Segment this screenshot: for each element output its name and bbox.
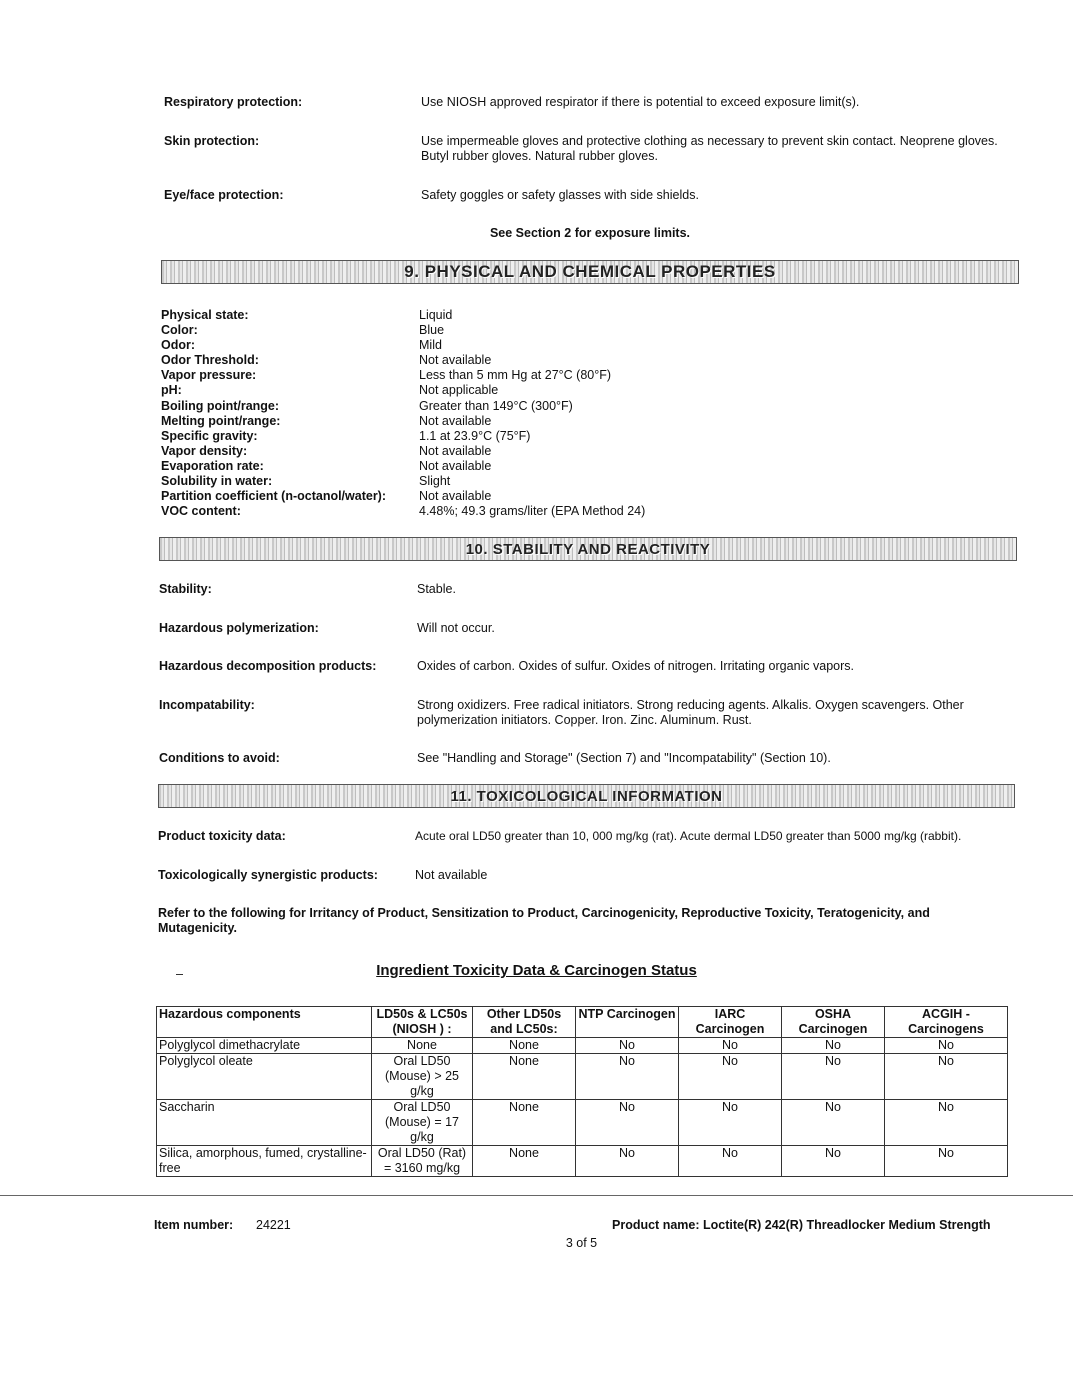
conditions-value: See "Handling and Storage" (Section 7) and "Incompatability" (Section 10).: [417, 751, 831, 765]
property-row: [161, 308, 645, 323]
property-label: Color:: [161, 323, 198, 338]
property-value: Not available: [419, 443, 492, 458]
toxicity-table: [156, 1006, 1008, 1177]
property-value: Not available: [419, 489, 492, 504]
footer-divider: [0, 1195, 1073, 1196]
table-cell: No: [576, 1038, 679, 1054]
incompatability-label: Incompatability:: [159, 698, 255, 712]
skin-value: Use impermeable gloves and protective clothing as necessary to prevent skin contact. Neoprene gloves. Butyl rubber gloves. Natural rubber gloves.: [421, 134, 998, 163]
section11-banner: [158, 784, 1015, 808]
col-header: Hazardous components: [157, 1007, 372, 1038]
table-cell: No: [679, 1146, 782, 1177]
decomposition-label: Hazardous decomposition products:: [159, 659, 377, 673]
decomposition-value: Oxides of carbon. Oxides of sulfur. Oxides of nitrogen. Irritating organic vapors.: [417, 659, 855, 673]
table-cell: None: [372, 1038, 473, 1054]
eye-label: Eye/face protection:: [164, 188, 284, 202]
table-cell: No: [885, 1038, 1008, 1054]
property-value: 4.48%; 49.3 grams/liter (EPA Method 24): [419, 504, 646, 519]
property-value: Not available: [419, 353, 492, 368]
table-cell: None: [473, 1038, 576, 1054]
tox-table-heading: Ingredient Toxicity Data & Carcinogen Status: [376, 962, 697, 979]
property-row: [161, 489, 645, 504]
property-label: Boiling point/range:: [161, 398, 280, 413]
property-row: [161, 429, 645, 444]
property-row: [161, 414, 645, 429]
conditions-label: Conditions to avoid:: [159, 751, 280, 765]
page-number: 3 of 5: [565, 1236, 598, 1250]
property-value: Mild: [419, 338, 442, 353]
toxicity-value: Acute oral LD50 greater than 10, 000 mg/kg (rat). Acute dermal LD50 greater than 5000 mg/kg (rabbit).: [415, 829, 962, 843]
property-value: Not available: [419, 413, 492, 428]
section10-title: 10. STABILITY AND REACTIVITY: [465, 540, 711, 558]
table-cell: No: [782, 1038, 885, 1054]
table-cell: No: [576, 1100, 679, 1146]
item-number-value: 24221: [256, 1218, 291, 1232]
property-label: Odor Threshold:: [161, 353, 259, 368]
table-cell: None: [473, 1146, 576, 1177]
table-cell: No: [679, 1100, 782, 1146]
table-cell: None: [473, 1054, 576, 1100]
property-label: Odor:: [161, 338, 196, 353]
property-value: Blue: [419, 323, 445, 338]
property-label: Vapor pressure:: [161, 368, 257, 383]
table-cell: No: [782, 1146, 885, 1177]
col-header: OSHA Carcinogen: [782, 1007, 885, 1038]
col-header: ACGIH - Carcinogens: [885, 1007, 1008, 1038]
refer-note: Refer to the following for Irritancy of Product, Sensitization to Product, Carcinogenicity, Reproductive Toxicity, Teratogenicity, and Mutagenicity.: [158, 906, 930, 935]
property-row: [161, 504, 645, 519]
property-row: [161, 444, 645, 459]
section9-title: 9. PHYSICAL AND CHEMICAL PROPERTIES: [404, 262, 776, 281]
respiratory-value: Use NIOSH approved respirator if there is potential to exceed exposure limit(s).: [421, 95, 860, 109]
polymerization-label: Hazardous polymerization:: [159, 621, 319, 635]
properties-list: [161, 308, 645, 519]
property-row: [161, 353, 645, 368]
property-value: 1.1 at 23.9°C (75°F): [419, 428, 531, 443]
property-row: [161, 338, 645, 353]
table-cell: No: [782, 1054, 885, 1100]
stability-label: Stability:: [159, 582, 212, 596]
table-cell: No: [885, 1054, 1008, 1100]
property-value: Greater than 149°C (300°F): [419, 398, 573, 413]
synergistic-label: Toxicologically synergistic products:: [158, 868, 378, 882]
stability-value: Stable.: [417, 582, 456, 596]
eye-value: Safety goggles or safety glasses with side shields.: [421, 188, 699, 202]
property-row: [161, 474, 645, 489]
table-cell: Oral LD50 (Rat) = 3160 mg/kg: [372, 1146, 473, 1177]
property-label: pH:: [161, 383, 182, 398]
property-value: Not applicable: [419, 383, 499, 398]
table-cell: Oral LD50 (Mouse) = 17 g/kg: [372, 1100, 473, 1146]
table-header-row: [157, 1007, 1008, 1038]
property-label: Vapor density:: [161, 443, 248, 458]
property-value: Less than 5 mm Hg at 27°C (80°F): [419, 368, 612, 383]
table-cell: No: [885, 1100, 1008, 1146]
table-cell: Silica, amorphous, fumed, crystalline-free: [157, 1146, 372, 1177]
table-cell: No: [576, 1054, 679, 1100]
section9-banner: [161, 260, 1019, 284]
table-cell: Saccharin: [157, 1100, 372, 1146]
table-row: [157, 1054, 1008, 1100]
table-row: [157, 1146, 1008, 1177]
property-label: Physical state:: [161, 308, 249, 322]
property-label: VOC content:: [161, 504, 241, 519]
property-value: Liquid: [419, 308, 453, 322]
table-cell: No: [679, 1054, 782, 1100]
respiratory-label: Respiratory protection:: [164, 95, 303, 109]
property-value: Not available: [419, 458, 492, 473]
item-number-label: Item number:: [154, 1218, 234, 1232]
col-header: LD50s & LC50s (NIOSH ) :: [372, 1007, 473, 1038]
exposure-note: See Section 2 for exposure limits.: [489, 226, 691, 240]
incompatability-value: Strong oxidizers. Free radical initiators. Strong reducing agents. Alkalis. Oxygen scavengers. Other polymerization initiators. Copper. Iron. Zinc. Aluminum. Rust.: [417, 698, 964, 727]
property-label: Specific gravity:: [161, 428, 258, 443]
property-row: [161, 459, 645, 474]
property-label: Melting point/range:: [161, 413, 281, 428]
col-header: Other LD50s and LC50s:: [473, 1007, 576, 1038]
section11-title: 11. TOXICOLOGICAL INFORMATION: [450, 787, 723, 805]
synergistic-value: Not available: [415, 868, 488, 882]
product-name: Product name: Loctite(R) 242(R) Threadlocker Medium Strength: [612, 1218, 991, 1232]
table-cell: Polyglycol dimethacrylate: [157, 1038, 372, 1054]
toxicity-label: Product toxicity data:: [158, 829, 286, 843]
table-row: [157, 1100, 1008, 1146]
col-header: IARC Carcinogen: [679, 1007, 782, 1038]
property-label: Partition coefficient (n-octanol/water):: [161, 489, 387, 504]
section10-banner: [159, 537, 1017, 561]
property-label: Solubility in water:: [161, 474, 273, 489]
col-header: NTP Carcinogen: [576, 1007, 679, 1038]
table-cell: Oral LD50 (Mouse) > 25 g/kg: [372, 1054, 473, 1100]
table-row: [157, 1038, 1008, 1054]
property-row: [161, 323, 645, 338]
property-label: Evaporation rate:: [161, 458, 264, 473]
property-row: [161, 383, 645, 398]
skin-label: Skin protection:: [164, 134, 260, 148]
table-cell: No: [576, 1146, 679, 1177]
table-cell: No: [885, 1146, 1008, 1177]
table-cell: Polyglycol oleate: [157, 1054, 372, 1100]
property-value: Slight: [419, 474, 451, 489]
table-cell: No: [679, 1038, 782, 1054]
table-cell: None: [473, 1100, 576, 1146]
polymerization-value: Will not occur.: [417, 621, 495, 635]
property-row: [161, 368, 645, 383]
table-cell: No: [782, 1100, 885, 1146]
property-row: [161, 399, 645, 414]
